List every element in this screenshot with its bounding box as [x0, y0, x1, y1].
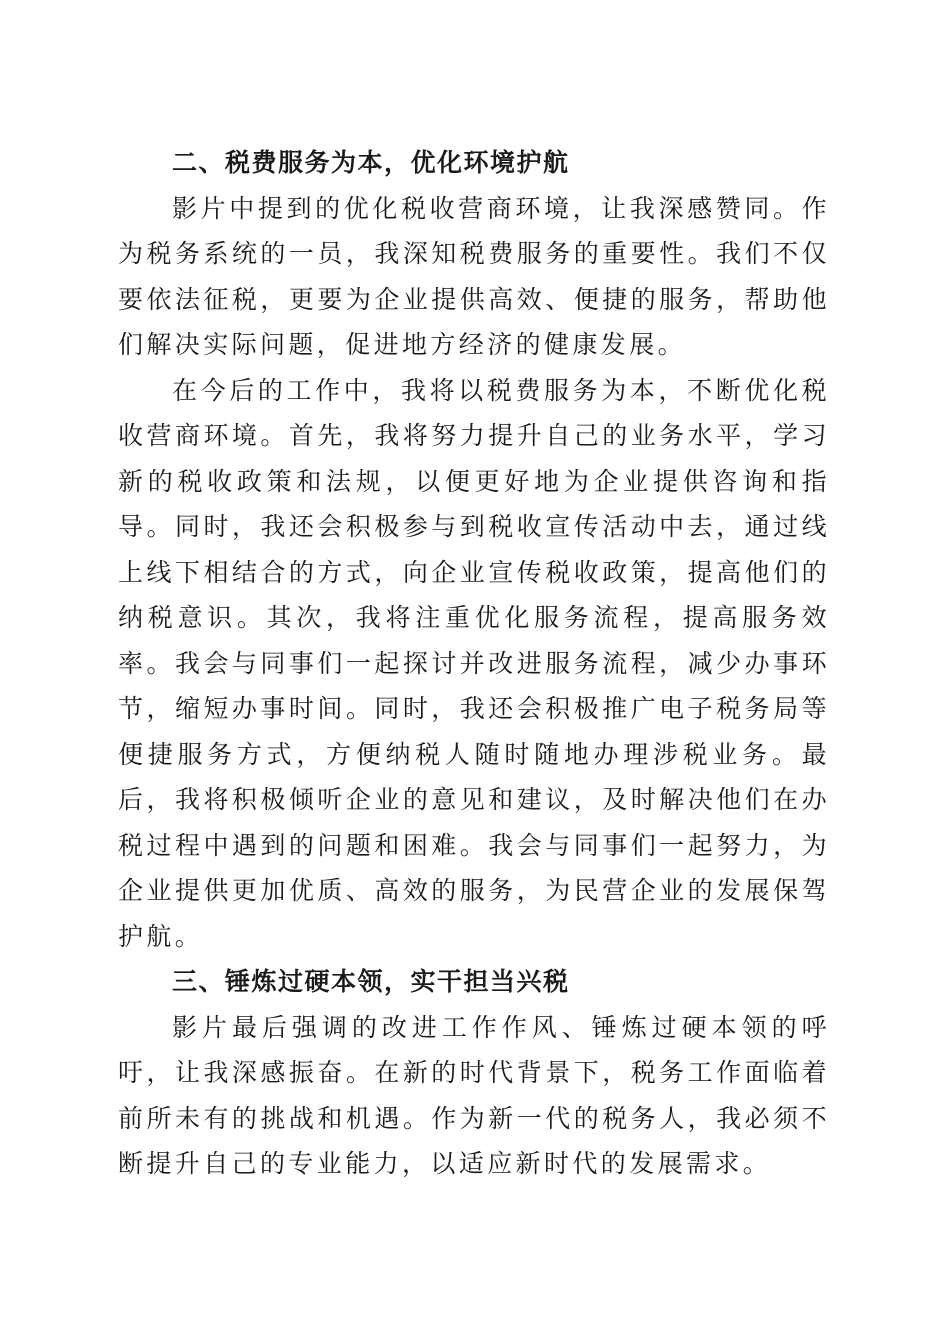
section-3-paragraph-1: 影片最后强调的改进工作作风、锤炼过硬本领的呼吁，让我深感振奋。在新的时代背景下，税务工作面临着前所未有的挑战和机遇。作为新一代的税务人，我必须不断提升自己的专业能力，以适应新时代的发展需求。 — [118, 1012, 830, 1178]
document-body — [118, 140, 830, 1187]
section-2-paragraph-1: 影片中提到的优化税收营商环境，让我深感赞同。作为税务系统的一员，我深知税费服务的重要性。我们不仅要依法征税，更要为企业提供高效、便捷的服务，帮助他们解决实际问题，促进地方经济的健康发展。 — [118, 193, 830, 359]
section-heading-3: 三、锤炼过硬本领，实干担当兴税 — [172, 967, 570, 996]
section-heading-2: 二、税费服务为本，优化环境护航 — [172, 148, 570, 177]
section-2-paragraph-2: 在今后的工作中，我将以税费服务为本，不断优化税收营商环境。首先，我将努力提升自己的业务水平，学习新的税收政策和法规，以便更好地为企业提供咨询和指导。同时，我还会积极参与到税收宣传活动中去，通过线上线下相结合的方式，向企业宣传税收政策，提高他们的纳税意识。其次，我将注重优化服务流程，提高服务效率。我会与同事们一起探讨并改进服务流程，减少办事环节，缩短办事时间。同时，我还会积极推广电子税务局等便捷服务方式，方便纳税人随时随地办理涉税业务。最后，我将积极倾听企业的意见和建议，及时解决他们在办税过程中遇到的问题和困难。我会与同事们一起努力，为企业提供更加优质、高效的服务，为民营企业的发展保驾护航。 — [118, 375, 830, 951]
